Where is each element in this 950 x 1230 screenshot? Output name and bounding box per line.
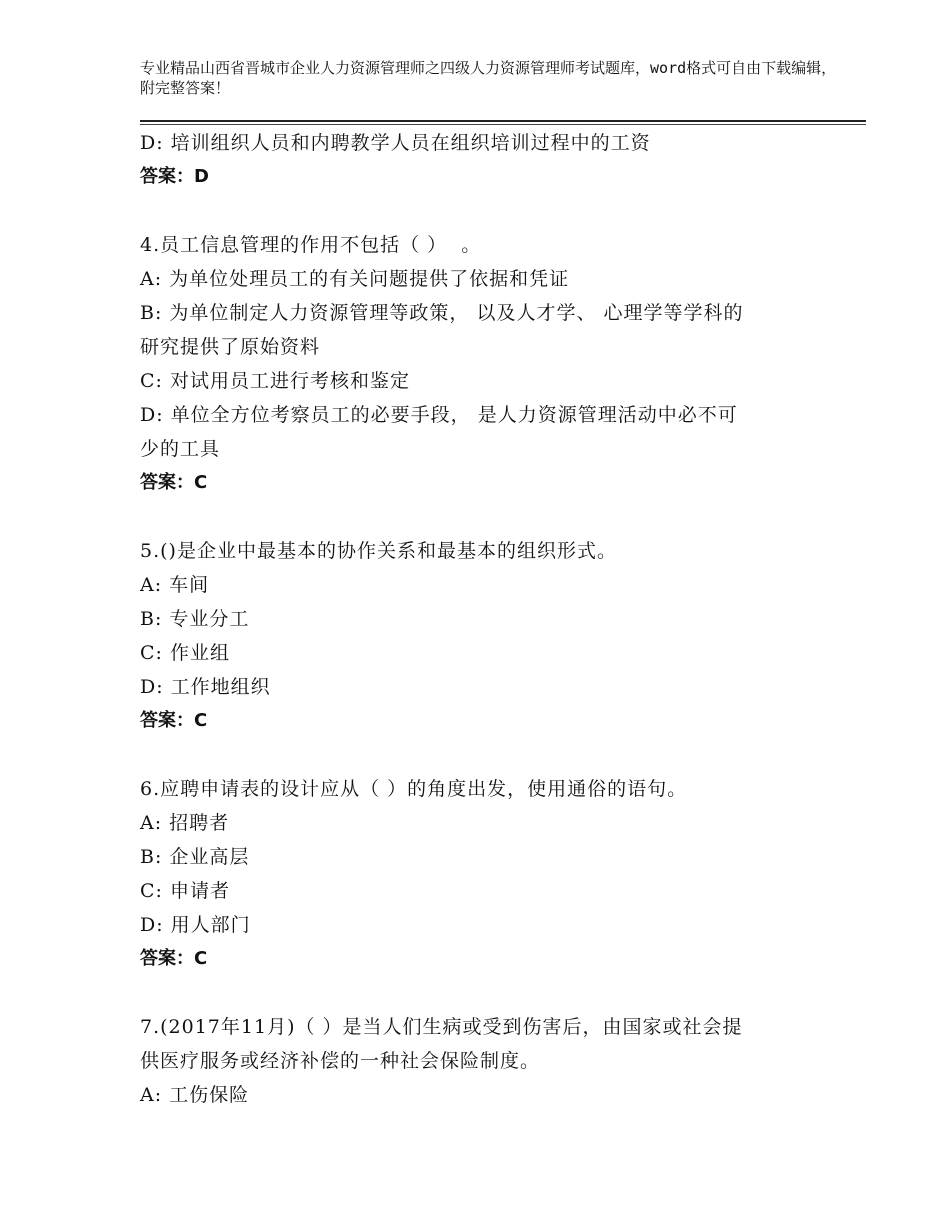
text-line: 6.应聘申请表的设计应从（ ）的角度出发，使用通俗的语句。 bbox=[140, 778, 688, 800]
text-line: B: 专业分工 bbox=[140, 608, 250, 630]
block-gap bbox=[140, 738, 820, 772]
answer-line: 答案：C bbox=[140, 472, 208, 493]
text-line: 4.员工信息管理的作用不包括（ ） 。 bbox=[140, 234, 482, 256]
text-line: C: 对试用员工进行考核和鉴定 bbox=[140, 370, 410, 392]
text-line: D: 工作地组织 bbox=[140, 676, 271, 698]
text-line: 5.()是企业中最基本的协作关系和最基本的组织形式。 bbox=[140, 540, 617, 562]
answer-line: 答案：D bbox=[140, 166, 209, 187]
header-rule-thin bbox=[140, 124, 866, 125]
question-content bbox=[140, 126, 820, 1112]
text-line: A: 为单位处理员工的有关问题提供了依据和凭证 bbox=[140, 268, 570, 290]
document-header: 专业精品山西省晋城市企业人力资源管理师之四级人力资源管理师考试题库，word格式可自由下载编辑，附完整答案！ bbox=[140, 59, 837, 97]
text-line: C: 申请者 bbox=[140, 880, 230, 902]
header-rule-thick bbox=[140, 120, 866, 122]
text-line: 供医疗服务或经济补偿的一种社会保险制度。 bbox=[140, 1050, 541, 1072]
block-gap bbox=[140, 194, 820, 228]
text-line: 7.(2017年11月)（ ）是当人们生病或受到伤害后，由国家或社会提 bbox=[140, 1016, 743, 1038]
block-gap bbox=[140, 500, 820, 534]
answer-line: 答案：C bbox=[140, 710, 208, 731]
text-line: A: 工伤保险 bbox=[140, 1084, 250, 1106]
text-line: D: 单位全方位考察员工的必要手段， 是人力资源管理活动中必不可 bbox=[140, 404, 738, 426]
text-line: B: 企业高层 bbox=[140, 846, 250, 868]
text-line: A: 车间 bbox=[140, 574, 210, 596]
text-line: 少的工具 bbox=[140, 438, 221, 460]
text-line: D: 用人部门 bbox=[140, 914, 251, 936]
text-line: D: 培训组织人员和内聘教学人员在组织培训过程中的工资 bbox=[140, 132, 651, 154]
text-line: B: 为单位制定人力资源管理等政策， 以及人才学、 心理学等学科的 bbox=[140, 302, 744, 324]
text-line: A: 招聘者 bbox=[140, 812, 230, 834]
text-line: C: 作业组 bbox=[140, 642, 230, 664]
answer-line: 答案：C bbox=[140, 948, 208, 969]
block-gap bbox=[140, 976, 820, 1010]
text-line: 研究提供了原始资料 bbox=[140, 336, 321, 358]
